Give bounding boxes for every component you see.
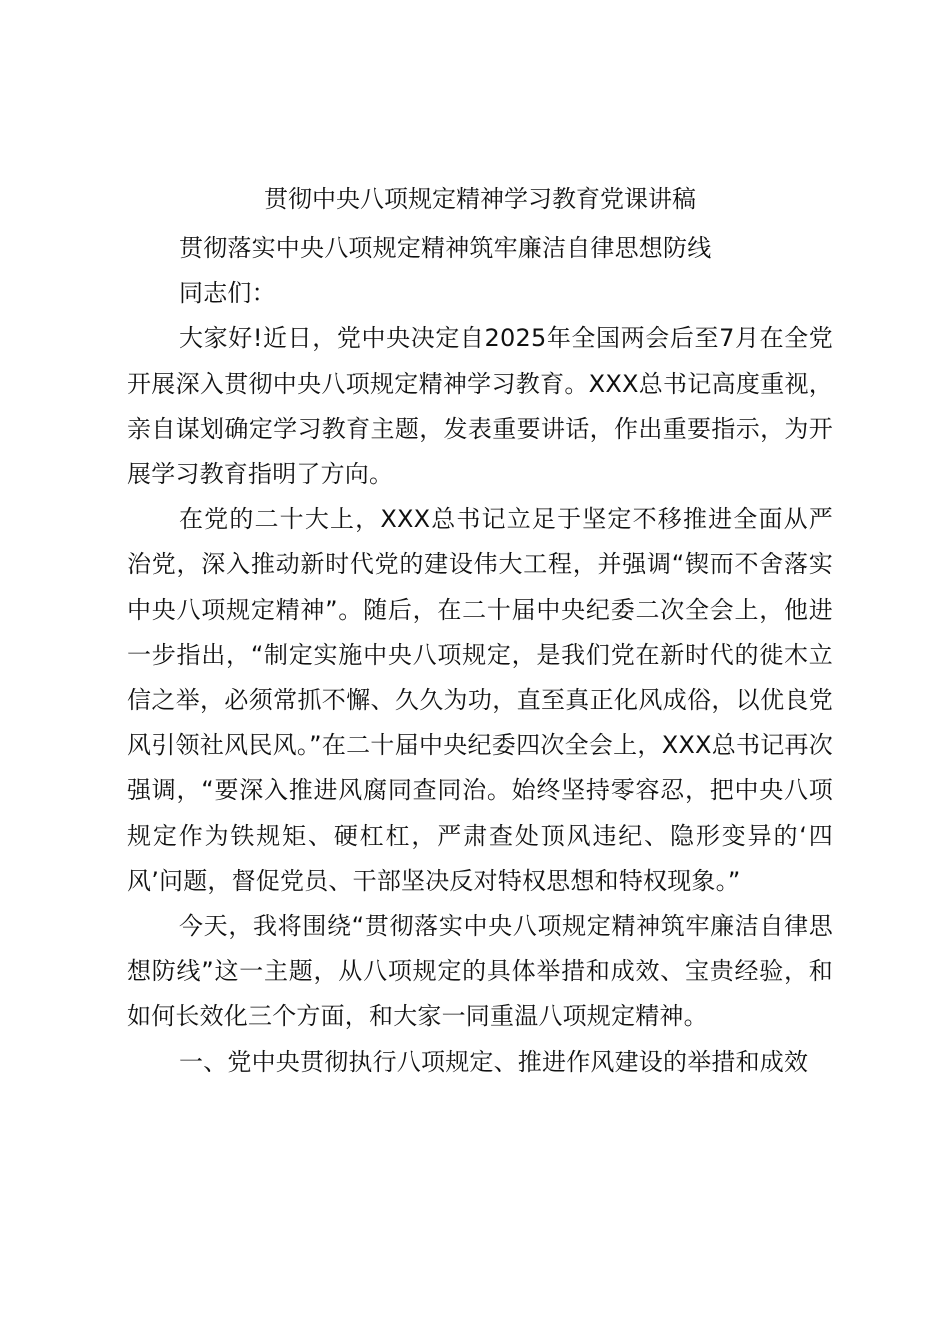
document-body — [127, 226, 833, 1085]
body-paragraph: 大家好!近日，党中央决定自2025年全国两会后至7月在全党开展深入贯彻中央八项规定精神学习教育。XXX总书记高度重视，亲自谋划确定学习教育主题，发表重要讲话，作出重要指示，为开展学习教育指明了方向。 — [127, 324, 833, 489]
section-heading: 一、党中央贯彻执行八项规定、推进作风建设的举措和成效 — [179, 1047, 809, 1076]
subtitle-paragraph: 贯彻落实中央八项规定精神筑牢廉洁自律思想防线 — [179, 234, 712, 262]
document-title: 贯彻中央八项规定精神学习教育党课讲稿 — [264, 185, 696, 213]
body-paragraph: 在党的二十大上，XXX总书记立足于坚定不移推进全面从严治党，深入推动新时代党的建设伟大工程，并强调“锲而不舍落实中央八项规定精神”。随后，在二十届中央纪委二次全会上，他进一步指出，“制定实施中央八项规定，是我们党在新时代的徙木立信之举，必须常抓不懈、久久为功，直至真正化风成俗，以优良党风引领社风民风。”在二十届中央纪委四次全会上，XXX总书记再次强调，“要深入推进风腐同查同治。始终坚持零容忍，把中央八项规定作为铁规矩、硬杠杠，严肃查处顶风违纪、隐形变异的‘四风’问题，督促党员、干部坚决反对特权思想和特权现象。” — [127, 505, 833, 895]
salutation-paragraph: 同志们： — [179, 279, 276, 308]
body-paragraph: 今天，我将围绕“贯彻落实中央八项规定精神筑牢廉洁自律思想防线”这一主题，从八项规定的具体举措和成效、宝贵经验，和如何长效化三个方面，和大家一同重温八项规定精神。 — [127, 912, 833, 1031]
